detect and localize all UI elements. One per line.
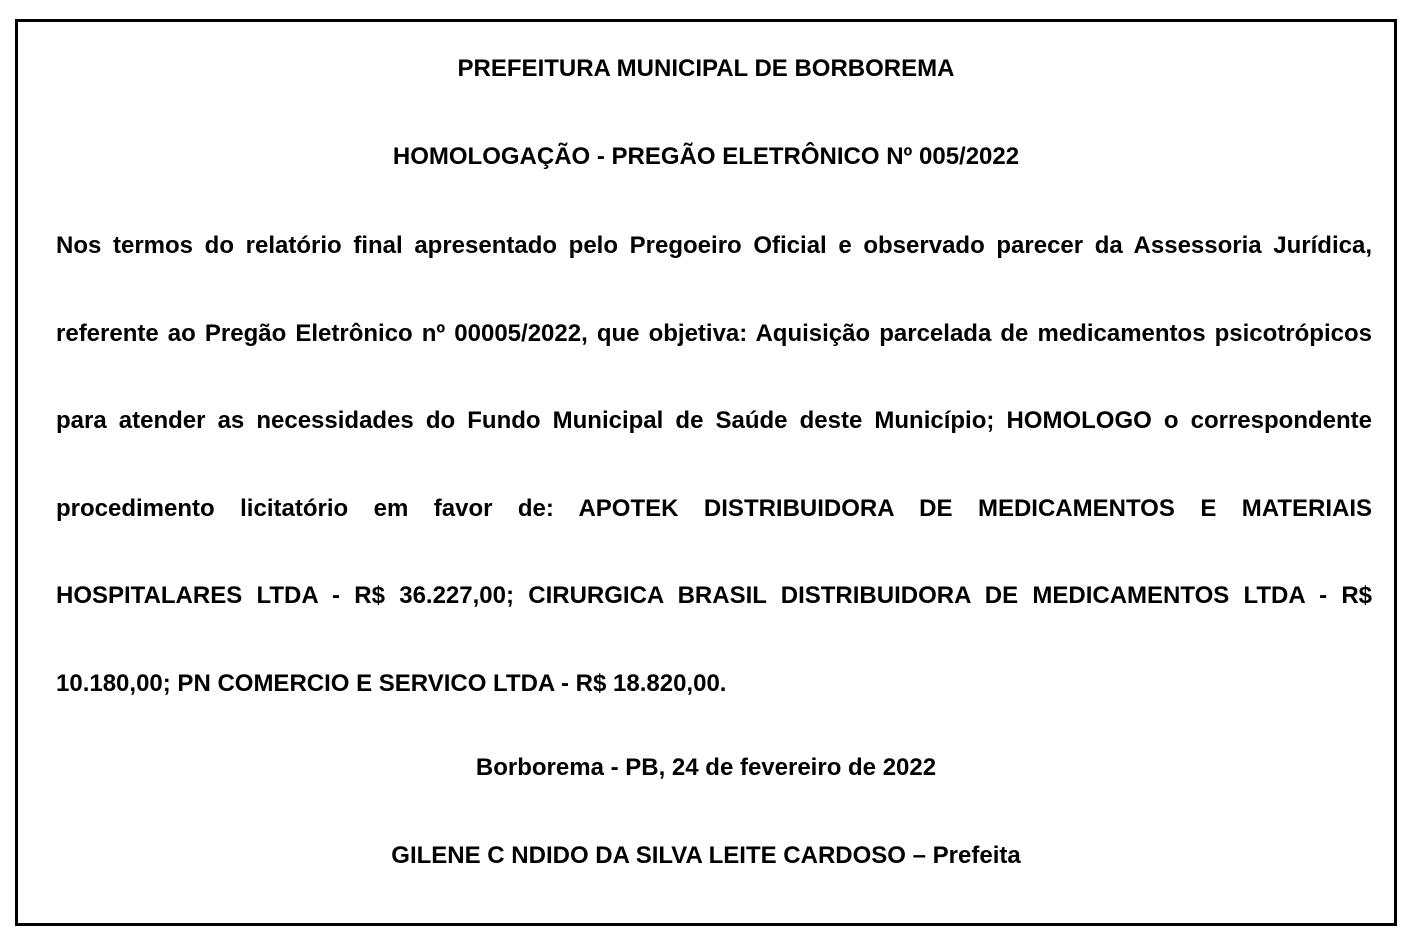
notice-title: HOMOLOGAÇÃO - PREGÃO ELETRÔNICO Nº 005/2022	[392, 143, 1020, 170]
notice-place-date: Borborema - PB, 24 de fevereiro de 2022	[475, 754, 937, 781]
notice-frame	[15, 19, 1397, 926]
notice-signature: GILENE C NDIDO DA SILVA LEITE CARDOSO – Prefeita	[391, 842, 1021, 869]
notice-header: PREFEITURA MUNICIPAL DE BORBOREMA	[457, 55, 955, 82]
notice-body: Nos termos do relatório final apresentado pelo Pregoeiro Oficial e observado parecer da Assessoria Jurídica, referente ao Pregão Eletrônico nº 00005/2022, que objetiva: Aquisição parcelada de medicamentos psicotrópicos para atender as necessidades do Fundo Municipal de Saúde deste Município; HOMOLOGO o correspondente procedimento licitatório em favor de: APOTEK DISTRIBUIDORA DE MEDICAMENTOS E MATERIAIS HOSPITALARES LTDA - R$ 36.227,00; CIRURGICA BRASIL DISTRIBUIDORA DE MEDICAMENTOS LTDA - R$ 10.180,00; PN COMERCIO E SERVICO LTDA - R$ 18.820,00.	[56, 232, 1372, 697]
